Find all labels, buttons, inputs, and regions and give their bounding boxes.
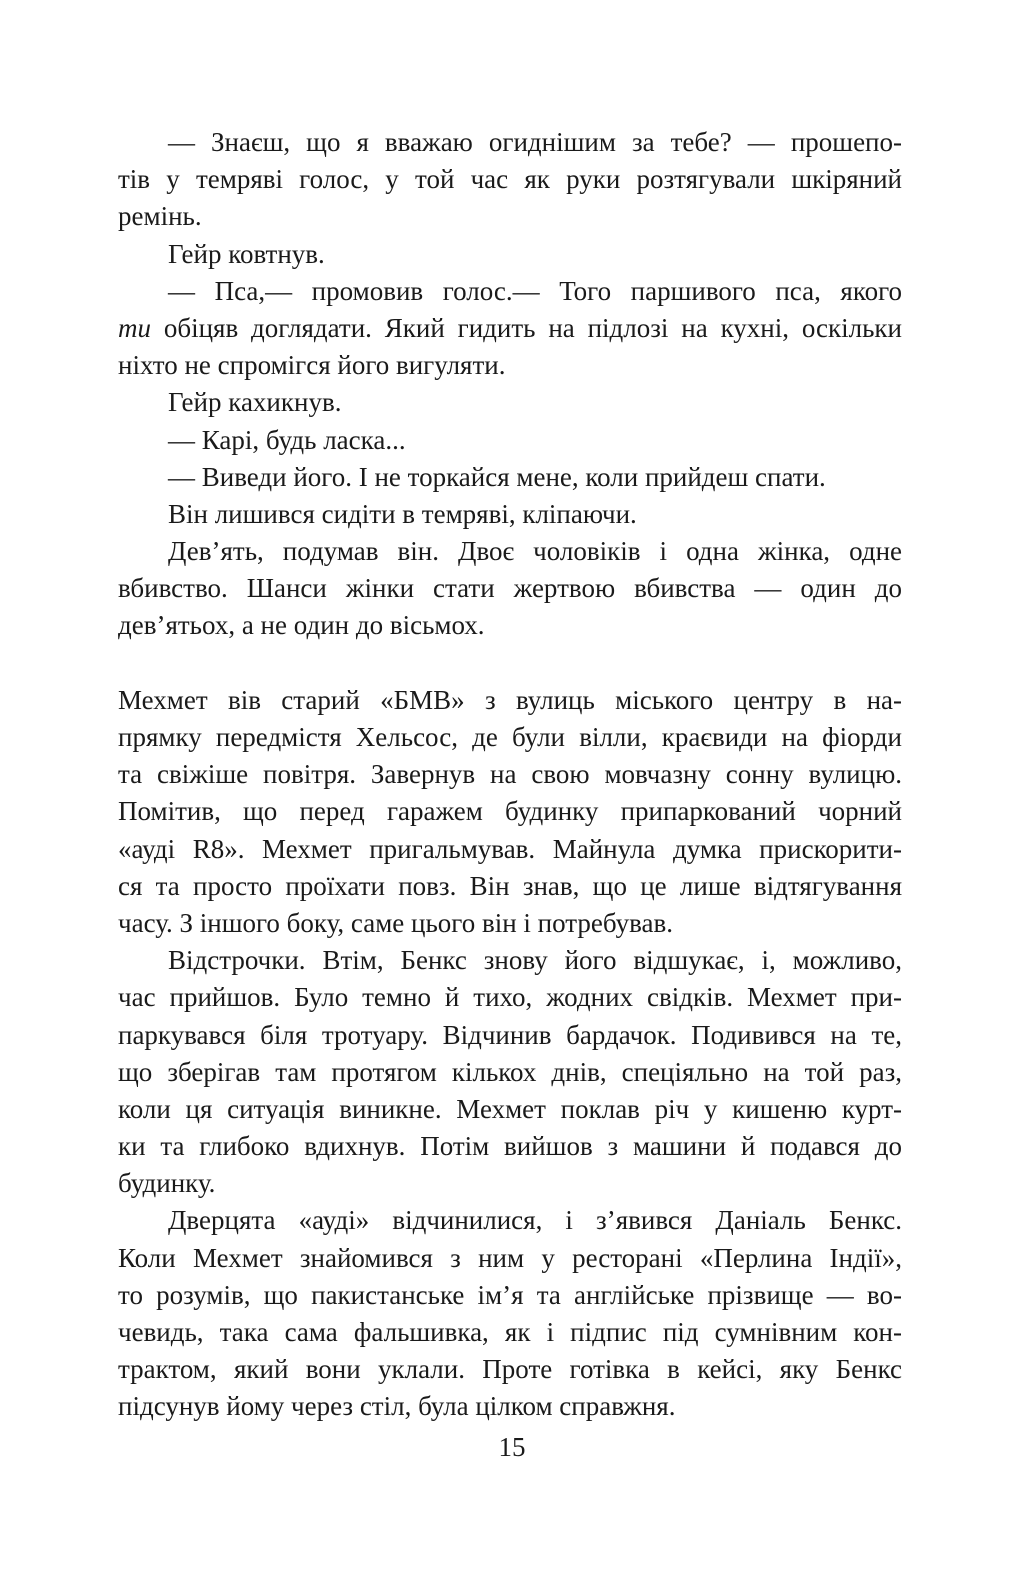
- text-line-rest: обіцяв доглядати. Який гидить на підлозі на кухні, оскільки: [151, 312, 902, 343]
- text-line: — Пса,— промовив голос.— Того паршивого пса, якого: [168, 275, 902, 306]
- text-line: — Карі, будь ласка...: [168, 424, 406, 455]
- text-line: Він лишився сидіти в темряві, кліпаючи.: [168, 498, 637, 529]
- text-line: часу. З іншого боку, саме цього він і потребував.: [118, 907, 673, 938]
- text-line: чевидь, така сама фальшивка, як і підпис під сумнівним кон-: [118, 1317, 902, 1347]
- text-line: тів у темряві голос, у той час як руки розтягували шкіряний: [118, 164, 902, 195]
- text-line: та свіжіше повітря. Завернув на свою мовчазну сонну вулицю.: [118, 759, 902, 790]
- italic-word: ти: [118, 312, 151, 343]
- text-line: — Знаєш, що я вважаю огиднішим за тебе? — прошепо-: [168, 127, 902, 157]
- page-number: 15: [498, 1432, 526, 1462]
- text-line: Дев’ять, подумав він. Двоє чоловіків і одна жінка, одне: [168, 536, 902, 567]
- text-line: трактом, який вони уклали. Проте готівка в кейсі, яку Бенкс: [118, 1354, 902, 1385]
- text-line: Мехмет вів старий «БМВ» з вулиць міського центру в на-: [118, 684, 902, 715]
- text-line: паркувався біля тротуару. Відчинив бардачок. Подивився на те,: [118, 1019, 902, 1050]
- text-line: що зберігав там протягом кількох днів, спеціяльно на той раз,: [118, 1056, 902, 1087]
- text-line: будинку.: [118, 1168, 216, 1199]
- text-line: дев’ятьох, а не один до вісьмох.: [118, 610, 485, 641]
- text-line: коли ця ситуація виникне. Мехмет поклав річ у кишеню курт-: [118, 1093, 902, 1124]
- text-line: Відстрочки. Втім, Бенкс знову його відшукає, і, можливо,: [168, 945, 902, 976]
- text-line: підсунув йому через стіл, була цілком справжня.: [118, 1391, 676, 1422]
- text-line: [118, 310, 902, 347]
- text-line: ки та глибоко вдихнув. Потім вийшов з машини й подався до: [118, 1131, 902, 1162]
- section-break: [118, 645, 902, 682]
- text-line: — Виведи його. І не торкайся мене, коли прийдеш спати.: [168, 461, 826, 492]
- text-line: то розумів, що пакистанське ім’я та англійське прізвище — во-: [118, 1279, 902, 1310]
- text-line: Дверцята «ауді» відчинилися, і з’явився Даніаль Бенкс.: [168, 1205, 902, 1236]
- body-text: [118, 124, 902, 1426]
- text-line: Гейр кахикнув.: [168, 387, 342, 418]
- text-line: вбивство. Шанси жінки стати жертвою вбивства — один до: [118, 573, 902, 604]
- text-line: час прийшов. Було темно й тихо, жодних свідків. Мехмет при-: [118, 982, 902, 1013]
- text-line: «ауді R8». Мехмет пригальмував. Майнула думка прискорити-: [118, 833, 902, 864]
- text-line: ніхто не спромігся його вигуляти.: [118, 350, 506, 381]
- text-line: прямку передмістя Хельсос, де були вілли, краєвиди на фіорди: [118, 722, 902, 752]
- text-line: Гейр ковтнув.: [168, 238, 325, 269]
- text-line: ся та просто проїхати повз. Він знав, що це лише відтягування: [118, 870, 902, 901]
- text-line: Коли Мехмет знайомився з ним у ресторані «Перлина Індії»,: [118, 1242, 902, 1273]
- text-line: ремінь.: [118, 201, 202, 232]
- text-line: Помітив, що перед гаражем будинку припаркований чорний: [118, 796, 902, 827]
